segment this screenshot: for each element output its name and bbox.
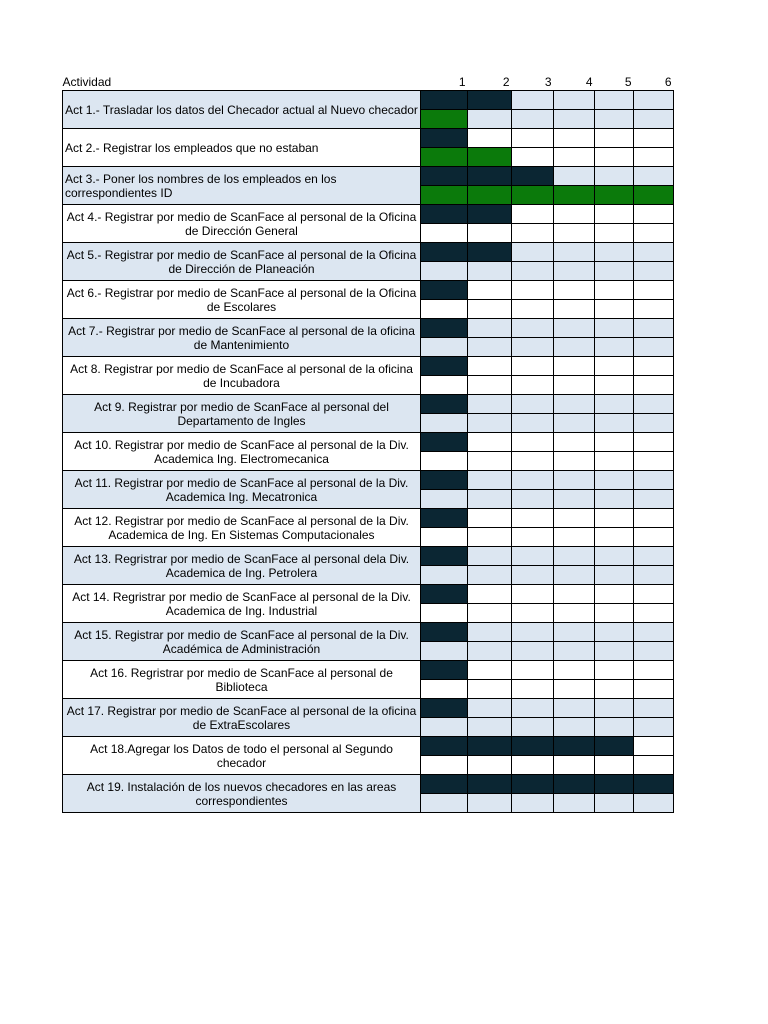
empty-cell-col-4 [554,471,595,490]
column-header-4: 4 [585,75,593,89]
empty-cell-col-5 [595,604,634,623]
planned-bar-cell-col-1 [421,471,468,490]
activity-6-planned-row [63,281,674,300]
empty-cell-col-4 [554,414,595,433]
empty-cell-col-4 [554,680,595,699]
empty-cell-col-1 [421,224,468,243]
empty-cell-col-6 [634,262,674,281]
activity-13-planned-row [63,547,674,566]
activity-10-planned-row [63,433,674,452]
empty-cell-col-1 [421,604,468,623]
header-row [63,70,674,91]
planned-bar-cell-col-3 [512,775,554,794]
empty-cell-col-4 [554,243,595,262]
empty-cell-col-2 [468,338,512,357]
empty-cell-col-1 [421,300,468,319]
empty-cell-col-5 [595,547,634,566]
activity-3-planned-row [63,167,674,186]
empty-cell-col-3 [512,91,554,110]
empty-cell-col-4 [554,262,595,281]
empty-cell-col-2 [468,528,512,547]
empty-cell-col-6 [634,490,674,509]
activity-label: Act 16. Regristrar por medio de ScanFace al personal de Biblioteca [63,661,421,699]
empty-cell-col-2 [468,623,512,642]
activity-15-planned-row [63,623,674,642]
empty-cell-col-3 [512,262,554,281]
empty-cell-col-3 [512,414,554,433]
planned-bar-cell-col-1 [421,509,468,528]
empty-cell-col-2 [468,357,512,376]
empty-cell-col-2 [468,490,512,509]
actual-bar-cell-col-3 [512,186,554,205]
empty-cell-col-3 [512,224,554,243]
empty-cell-col-3 [512,129,554,148]
activity-9-planned-row [63,395,674,414]
empty-cell-col-2 [468,319,512,338]
empty-cell-col-5 [595,395,634,414]
empty-cell-col-3 [512,509,554,528]
empty-cell-col-6 [634,718,674,737]
activity-8-planned-row [63,357,674,376]
empty-cell-col-6 [634,547,674,566]
planned-bar-cell-col-5 [595,737,634,756]
empty-cell-col-3 [512,756,554,775]
empty-cell-col-4 [554,376,595,395]
empty-cell-col-5 [595,585,634,604]
empty-cell-col-6 [634,756,674,775]
planned-bar-cell-col-1 [421,699,468,718]
empty-cell-col-6 [634,680,674,699]
empty-cell-col-4 [554,91,595,110]
empty-cell-col-4 [554,794,595,813]
planned-bar-cell-col-1 [421,167,468,186]
planned-bar-cell-col-1 [421,205,468,224]
empty-cell-col-3 [512,547,554,566]
empty-cell-col-5 [595,376,634,395]
activity-label: Act 9. Registrar por medio de ScanFace al personal del Departamento de Ingles [63,395,421,433]
empty-cell-col-3 [512,433,554,452]
empty-cell-col-6 [634,642,674,661]
empty-cell-col-6 [634,528,674,547]
empty-cell-col-4 [554,699,595,718]
empty-cell-col-6 [634,148,674,167]
empty-cell-col-4 [554,623,595,642]
actual-bar-cell-col-6 [634,186,674,205]
empty-cell-col-2 [468,414,512,433]
empty-cell-col-5 [595,91,634,110]
empty-cell-col-6 [634,395,674,414]
empty-cell-col-4 [554,167,595,186]
empty-cell-col-6 [634,319,674,338]
planned-bar-cell-col-2 [468,243,512,262]
column-header-5: 5 [624,75,632,89]
empty-cell-col-4 [554,395,595,414]
empty-cell-col-5 [595,281,634,300]
column-header-2: 2 [502,75,510,89]
activity-label: Act 12. Registrar por medio de ScanFace al personal de la Div. Academica de Ing. En Sistemas Computacionales [63,509,421,547]
empty-cell-col-3 [512,243,554,262]
empty-cell-col-2 [468,661,512,680]
empty-cell-col-3 [512,528,554,547]
empty-cell-col-5 [595,528,634,547]
empty-cell-col-2 [468,452,512,471]
empty-cell-col-5 [595,319,634,338]
activity-label: Act 14. Regristrar por medio de ScanFace al personal de la Div. Academica de Ing. Industrial [63,585,421,623]
empty-cell-col-5 [595,262,634,281]
empty-cell-col-5 [595,642,634,661]
empty-cell-col-2 [468,471,512,490]
empty-cell-col-5 [595,433,634,452]
activity-label: Act 13. Regristrar por medio de ScanFace al personal dela Div. Academica de Ing. Petrolera [63,547,421,585]
planned-bar-cell-col-1 [421,129,468,148]
empty-cell-col-1 [421,490,468,509]
empty-cell-col-6 [634,224,674,243]
column-header-3: 3 [544,75,552,89]
planned-bar-cell-col-1 [421,243,468,262]
empty-cell-col-4 [554,433,595,452]
empty-cell-col-6 [634,205,674,224]
activity-label: Act 15. Registrar por medio de ScanFace al personal de la Div. Académica de Administración [63,623,421,661]
empty-cell-col-4 [554,205,595,224]
empty-cell-col-6 [634,414,674,433]
empty-cell-col-1 [421,338,468,357]
empty-cell-col-3 [512,604,554,623]
empty-cell-col-4 [554,566,595,585]
planned-bar-cell-col-2 [468,205,512,224]
planned-bar-cell-col-1 [421,661,468,680]
planned-bar-cell-col-2 [468,775,512,794]
activity-label: Act 3.- Poner los nombres de los empleados en los correspondientes ID [63,167,421,205]
empty-cell-col-5 [595,300,634,319]
empty-cell-col-6 [634,471,674,490]
empty-cell-col-2 [468,585,512,604]
empty-cell-col-2 [468,110,512,129]
empty-cell-col-3 [512,338,554,357]
empty-cell-col-2 [468,756,512,775]
empty-cell-col-3 [512,148,554,167]
empty-cell-col-3 [512,376,554,395]
empty-cell-col-3 [512,281,554,300]
actual-bar-cell-col-5 [595,186,634,205]
empty-cell-col-2 [468,376,512,395]
empty-cell-col-4 [554,281,595,300]
empty-cell-col-6 [634,338,674,357]
empty-cell-col-2 [468,718,512,737]
activity-label: Act 1.- Trasladar los datos del Checador actual al Nuevo checador [63,91,421,129]
column-header-1: 1 [458,75,466,89]
empty-cell-col-3 [512,661,554,680]
empty-cell-col-2 [468,604,512,623]
empty-cell-col-6 [634,300,674,319]
activity-label: Act 6.- Registrar por medio de ScanFace al personal de la Oficina de Escolares [63,281,421,319]
empty-cell-col-6 [634,794,674,813]
activity-11-planned-row [63,471,674,490]
empty-cell-col-5 [595,623,634,642]
empty-cell-col-5 [595,490,634,509]
empty-cell-col-3 [512,680,554,699]
empty-cell-col-4 [554,129,595,148]
activity-12-planned-row [63,509,674,528]
empty-cell-col-1 [421,566,468,585]
empty-cell-col-4 [554,604,595,623]
empty-cell-col-5 [595,756,634,775]
empty-cell-col-4 [554,224,595,243]
empty-cell-col-4 [554,756,595,775]
planned-bar-cell-col-1 [421,547,468,566]
activity-7-planned-row [63,319,674,338]
activity-4-planned-row [63,205,674,224]
empty-cell-col-3 [512,642,554,661]
empty-cell-col-4 [554,547,595,566]
empty-cell-col-6 [634,623,674,642]
empty-cell-col-2 [468,300,512,319]
empty-cell-col-4 [554,319,595,338]
activity-label: Act 19. Instalación de los nuevos checadores en las areas correspondientes [63,775,421,813]
activity-17-planned-row [63,699,674,718]
planned-bar-cell-col-2 [468,167,512,186]
empty-cell-col-5 [595,414,634,433]
empty-cell-col-1 [421,680,468,699]
activity-label: Act 7.- Registrar por medio de ScanFace al personal de la oficina de Mantenimiento [63,319,421,357]
empty-cell-col-3 [512,471,554,490]
planned-bar-cell-col-1 [421,281,468,300]
activity-16-planned-row [63,661,674,680]
planned-bar-cell-col-6 [634,775,674,794]
planned-bar-cell-col-1 [421,395,468,414]
empty-cell-col-6 [634,585,674,604]
column-header-6: 6 [664,75,672,89]
empty-cell-col-2 [468,224,512,243]
empty-cell-col-4 [554,509,595,528]
empty-cell-col-4 [554,110,595,129]
empty-cell-col-6 [634,357,674,376]
activity-label: Act 17. Registrar por medio de ScanFace al personal de la oficina de ExtraEscolares [63,699,421,737]
empty-cell-col-3 [512,452,554,471]
empty-cell-col-5 [595,509,634,528]
planned-bar-cell-col-1 [421,319,468,338]
activity-label: Act 10. Registrar por medio de ScanFace al personal de la Div. Academica Ing. Electromecanica [63,433,421,471]
activity-18-planned-row [63,737,674,756]
empty-cell-col-6 [634,604,674,623]
empty-cell-col-4 [554,300,595,319]
planned-bar-cell-col-4 [554,737,595,756]
planned-bar-cell-col-5 [595,775,634,794]
empty-cell-col-1 [421,376,468,395]
planned-bar-cell-col-1 [421,623,468,642]
empty-cell-col-2 [468,680,512,699]
empty-cell-col-3 [512,623,554,642]
actual-bar-cell-col-1 [421,186,468,205]
empty-cell-col-2 [468,547,512,566]
empty-cell-col-1 [421,718,468,737]
empty-cell-col-6 [634,661,674,680]
planned-bar-cell-col-1 [421,737,468,756]
activity-label: Act 11. Registrar por medio de ScanFace al personal de la Div. Academica Ing. Mecatronica [63,471,421,509]
activity-label: Act 8. Registrar por medio de ScanFace al personal de la oficina de Incubadora [63,357,421,395]
actual-bar-cell-col-4 [554,186,595,205]
planned-bar-cell-col-2 [468,737,512,756]
planned-bar-cell-col-1 [421,357,468,376]
empty-cell-col-5 [595,357,634,376]
empty-cell-col-6 [634,129,674,148]
planned-bar-cell-col-1 [421,585,468,604]
empty-cell-col-6 [634,737,674,756]
empty-cell-col-1 [421,262,468,281]
empty-cell-col-3 [512,319,554,338]
empty-cell-col-4 [554,357,595,376]
activity-19-planned-row [63,775,674,794]
planned-bar-cell-col-1 [421,775,468,794]
empty-cell-col-1 [421,452,468,471]
planned-bar-cell-col-3 [512,737,554,756]
empty-cell-col-2 [468,262,512,281]
empty-cell-col-5 [595,566,634,585]
empty-cell-col-6 [634,452,674,471]
planned-bar-cell-col-1 [421,91,468,110]
activity-5-planned-row [63,243,674,262]
empty-cell-col-5 [595,452,634,471]
activity-label: Act 5.- Registrar por medio de ScanFace al personal de la Oficina de Dirección de Planeación [63,243,421,281]
activity-1-planned-row [63,91,674,110]
gantt-table [62,70,674,813]
empty-cell-col-5 [595,110,634,129]
empty-cell-col-4 [554,528,595,547]
empty-cell-col-5 [595,205,634,224]
empty-cell-col-5 [595,699,634,718]
empty-cell-col-4 [554,148,595,167]
empty-cell-col-1 [421,756,468,775]
empty-cell-col-2 [468,566,512,585]
empty-cell-col-3 [512,566,554,585]
empty-cell-col-6 [634,91,674,110]
empty-cell-col-6 [634,566,674,585]
empty-cell-col-5 [595,718,634,737]
empty-cell-col-2 [468,129,512,148]
empty-cell-col-3 [512,585,554,604]
empty-cell-col-5 [595,338,634,357]
empty-cell-col-2 [468,699,512,718]
empty-cell-col-2 [468,509,512,528]
empty-cell-col-6 [634,110,674,129]
empty-cell-col-5 [595,243,634,262]
empty-cell-col-4 [554,585,595,604]
activity-14-planned-row [63,585,674,604]
empty-cell-col-1 [421,414,468,433]
activity-label: Act 2.- Registrar los empleados que no estaban [63,129,421,167]
empty-cell-col-1 [421,794,468,813]
empty-cell-col-4 [554,661,595,680]
activity-label: Act 4.- Registrar por medio de ScanFace al personal de la Oficina de Dirección General [63,205,421,243]
empty-cell-col-3 [512,490,554,509]
activity-header: Actividad [62,75,112,89]
empty-cell-col-5 [595,224,634,243]
planned-bar-cell-col-3 [512,167,554,186]
empty-cell-col-5 [595,167,634,186]
empty-cell-col-5 [595,661,634,680]
empty-cell-col-2 [468,281,512,300]
empty-cell-col-5 [595,148,634,167]
empty-cell-col-2 [468,642,512,661]
planned-bar-cell-col-4 [554,775,595,794]
empty-cell-col-4 [554,718,595,737]
empty-cell-col-6 [634,699,674,718]
empty-cell-col-6 [634,167,674,186]
empty-cell-col-3 [512,110,554,129]
empty-cell-col-1 [421,642,468,661]
empty-cell-col-4 [554,642,595,661]
empty-cell-col-2 [468,395,512,414]
empty-cell-col-6 [634,433,674,452]
activity-2-planned-row [63,129,674,148]
empty-cell-col-5 [595,794,634,813]
empty-cell-col-3 [512,395,554,414]
empty-cell-col-3 [512,205,554,224]
empty-cell-col-6 [634,243,674,262]
empty-cell-col-2 [468,433,512,452]
empty-cell-col-5 [595,129,634,148]
empty-cell-col-3 [512,794,554,813]
actual-bar-cell-col-1 [421,110,468,129]
empty-cell-col-6 [634,376,674,395]
empty-cell-col-3 [512,357,554,376]
actual-bar-cell-col-2 [468,186,512,205]
empty-cell-col-4 [554,452,595,471]
empty-cell-col-3 [512,300,554,319]
actual-bar-cell-col-2 [468,148,512,167]
empty-cell-col-2 [468,794,512,813]
empty-cell-col-6 [634,281,674,300]
planned-bar-cell-col-1 [421,433,468,452]
planned-bar-cell-col-2 [468,91,512,110]
actual-bar-cell-col-1 [421,148,468,167]
empty-cell-col-3 [512,718,554,737]
empty-cell-col-1 [421,528,468,547]
empty-cell-col-4 [554,338,595,357]
gantt-sheet [62,70,674,813]
empty-cell-col-4 [554,490,595,509]
activity-label: Act 18.Agregar los Datos de todo el personal al Segundo checador [63,737,421,775]
empty-cell-col-3 [512,699,554,718]
empty-cell-col-6 [634,509,674,528]
empty-cell-col-5 [595,471,634,490]
empty-cell-col-5 [595,680,634,699]
